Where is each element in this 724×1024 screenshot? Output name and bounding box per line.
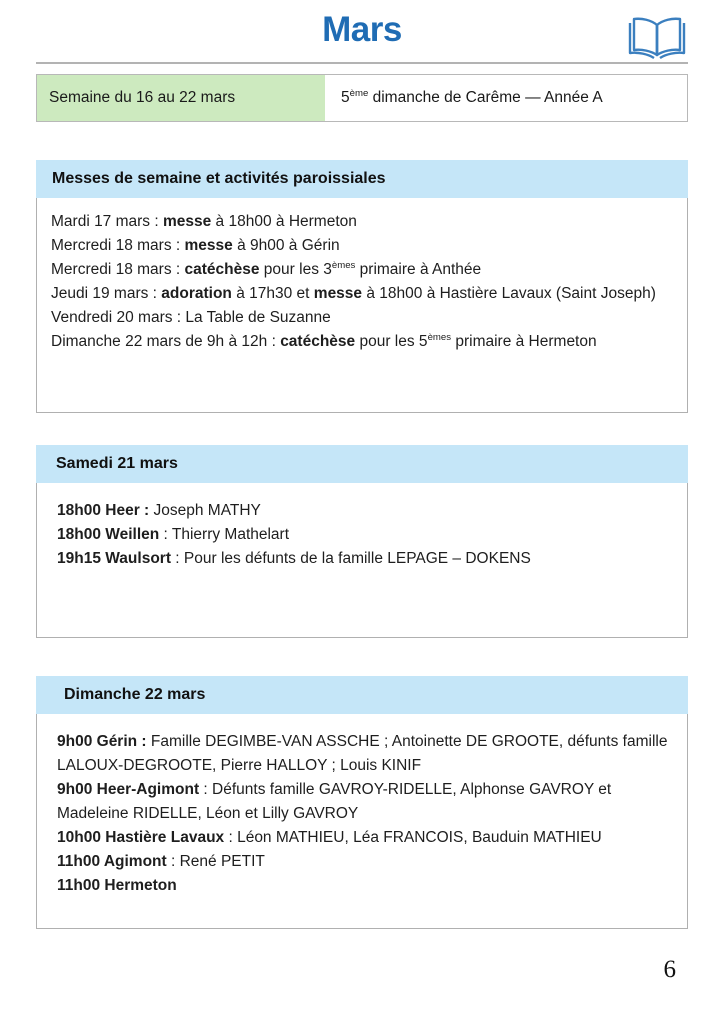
entry-emphasis: messe bbox=[184, 237, 233, 254]
entry-text: Mercredi 18 mars : bbox=[51, 261, 185, 278]
entry-text: Famille DEGIMBE-VAN ASSCHE ; Antoinette DE GROOTE, défunts famille LALOUX-DEGROOTE, Pierre HALLOY ; Louis KINIF bbox=[57, 733, 668, 774]
entry-text: : Thierry Mathelart bbox=[159, 526, 290, 543]
liturgical-day-cell bbox=[325, 75, 687, 121]
entry-emphasis: messe bbox=[162, 213, 212, 230]
entry-text: à 18h00 à Hermeton bbox=[211, 213, 357, 230]
entry-text: primaire à Hermeton bbox=[451, 333, 597, 350]
section-body bbox=[36, 714, 688, 929]
entry-line bbox=[51, 306, 673, 330]
entry-text: : Pour les défunts de la famille LEPAGE – DOKENS bbox=[171, 550, 531, 567]
liturgical-day-label: 5ème dimanche de Carême — Année A bbox=[341, 87, 603, 106]
entry-line bbox=[57, 523, 673, 547]
entry-line bbox=[57, 874, 673, 898]
entry-text: pour les 5 bbox=[355, 333, 428, 350]
entry-line bbox=[57, 778, 673, 826]
entry-emphasis: 10h00 Hastière Lavaux bbox=[57, 829, 225, 846]
entry-text: pour les 3 bbox=[259, 261, 332, 278]
entry-text: Jeudi 19 mars : bbox=[51, 285, 162, 302]
entry-text: à 18h00 à Hastière Lavaux (Saint Joseph) bbox=[362, 285, 656, 302]
week-band bbox=[36, 74, 688, 122]
open-book-icon bbox=[626, 14, 688, 60]
page-number: 6 bbox=[663, 956, 676, 983]
week-range-label: Semaine du 16 au 22 mars bbox=[49, 89, 236, 106]
entry-emphasis: 9h00 Heer-Agimont bbox=[57, 781, 200, 798]
section-body bbox=[36, 483, 688, 638]
page-title: Mars bbox=[322, 10, 402, 49]
entry-emphasis: 18h00 Heer : bbox=[57, 502, 150, 519]
entry-emphasis: 18h00 Weillen bbox=[57, 526, 160, 543]
section-heading: Samedi 21 mars bbox=[36, 445, 688, 483]
entry-text: èmes bbox=[331, 259, 356, 271]
entry-emphasis: catéchèse bbox=[280, 333, 356, 350]
entry-text: à 17h30 et bbox=[231, 285, 314, 302]
entry-emphasis: catéchèse bbox=[184, 261, 260, 278]
entry-emphasis: adoration bbox=[161, 285, 232, 302]
entry-line bbox=[51, 330, 673, 354]
entry-emphasis: 11h00 Agimont bbox=[57, 853, 167, 870]
entry-text: Mercredi 18 mars : bbox=[51, 237, 185, 254]
title-divider bbox=[36, 62, 688, 64]
entry-text: : Défunts famille GAVROY-RIDELLE, Alphonse GAVROY et Madeleine RIDELLE, Léon et Lilly GAVROY bbox=[57, 781, 612, 822]
entry-line bbox=[51, 234, 673, 258]
entry-text: Joseph MATHY bbox=[149, 502, 261, 519]
section-heading: Dimanche 22 mars bbox=[36, 676, 688, 714]
entry-text: Vendredi 20 mars : La Table de Suzanne bbox=[51, 309, 331, 326]
entry-line bbox=[51, 210, 673, 234]
entry-emphasis: 9h00 Gérin : bbox=[57, 733, 147, 750]
entry-emphasis: 11h00 Hermeton bbox=[57, 877, 177, 894]
entry-line bbox=[51, 258, 673, 282]
entry-text: èmes bbox=[427, 331, 452, 343]
entry-emphasis: 19h15 Waulsort bbox=[57, 550, 171, 567]
entry-text: : Léon MATHIEU, Léa FRANCOIS, Bauduin MATHIEU bbox=[224, 829, 602, 846]
entry-text: à 9h00 à Gérin bbox=[232, 237, 340, 254]
entry-line bbox=[57, 547, 673, 571]
entry-line bbox=[51, 282, 673, 306]
week-range-cell bbox=[37, 75, 325, 121]
page-header bbox=[0, 0, 724, 62]
section-weekday-masses bbox=[36, 160, 688, 413]
entry-text: Dimanche 22 mars de 9h à 12h : bbox=[51, 333, 281, 350]
entry-text: Mardi 17 mars : bbox=[51, 213, 163, 230]
section-sunday bbox=[36, 676, 688, 929]
entry-emphasis: messe bbox=[313, 285, 363, 302]
section-body bbox=[36, 198, 688, 413]
entry-text: : René PETIT bbox=[166, 853, 265, 870]
entry-line bbox=[57, 850, 673, 874]
section-heading: Messes de semaine et activités paroissiales bbox=[36, 160, 688, 198]
entry-line bbox=[57, 730, 673, 778]
entry-text: primaire à Anthée bbox=[355, 261, 482, 278]
section-saturday bbox=[36, 445, 688, 638]
entry-line bbox=[57, 826, 673, 850]
entry-line bbox=[57, 499, 673, 523]
